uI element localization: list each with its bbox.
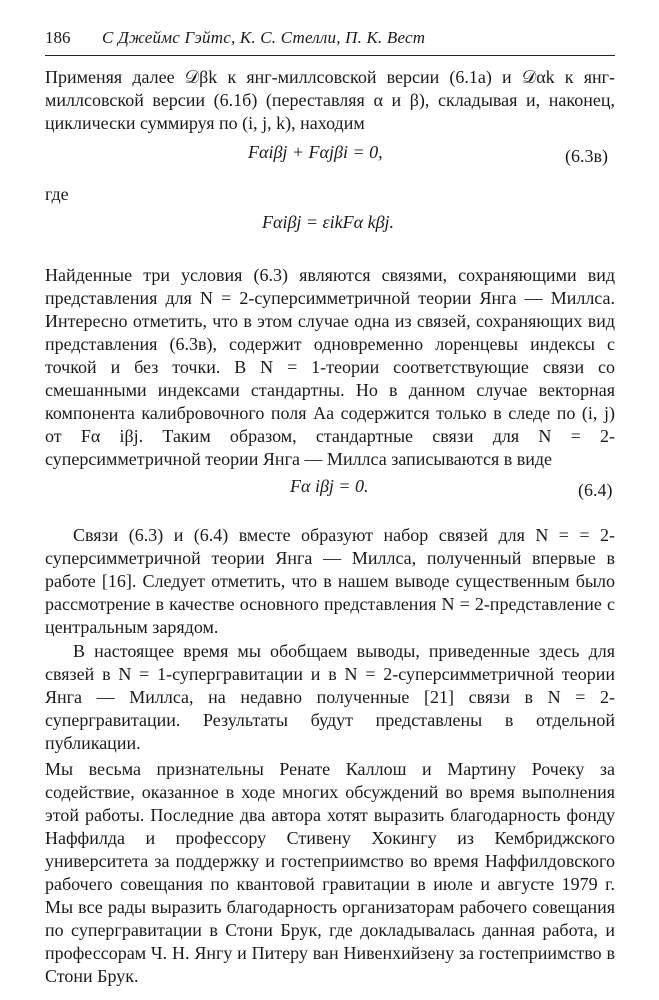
- equation-number-6-3v: (6.3в): [565, 146, 608, 166]
- equation-definition: Fαiβj = εikFα kβj.: [262, 212, 395, 232]
- where-label: где: [45, 184, 69, 204]
- running-head-authors: С Джеймс Гэйтс, К. С. Стелли, П. К. Вест: [102, 28, 426, 47]
- paragraph-generalization: В настоящее время мы обобщаем выводы, приведенные здесь для связей в N = 1-супергравитации и в N = 2-суперсимметричной теории Янга — Миллса, на недавно полученные [21] связи в N = 2-супергравитации. Результаты будут представлены в отдельной публикации.: [45, 641, 615, 753]
- acknowledgements: Мы весьма признательны Ренате Каллош и Мартину Рочеку за содействие, оказанное в ходе многих обсуждений во время выполнения этой работы. Последние два автора хотят выразить благодарность фонду Наффилда и профессору Стивену Хокингу из Кембриджского университета за поддержку и гостеприимство во время Наффилдовского рабочего совещания по квантовой гравитации в июле и августе 1979 г. Мы все рады выразить благодарность организаторам рабочего совещания по супергравитации в Стони Брук, где докладывалась данная работа, и профессорам Ч. Н. Янгу и Питеру ван Нивенхийзену за гостеприимство в Стони Брук.: [45, 759, 615, 986]
- paragraph-constraints-summary: Связи (6.3) и (6.4) вместе образуют набор связей для N = = 2-суперсимметричной теории Янга — Миллса, полученный впервые в работе [16]. Следует отметить, что в нашем выводе существенным было рассмотрение в качестве основного представления N = 2-представление с центральным зарядом.: [45, 525, 615, 637]
- equation-6-3v: Fαiβj + Fαjβi = 0,: [248, 142, 383, 162]
- equation-6-4: Fα iβj = 0.: [290, 476, 369, 496]
- header-rule: [45, 55, 615, 56]
- page-number: 186: [45, 28, 71, 47]
- paragraph-constraints: Найденные три условия (6.3) являются связями, сохраняющими вид представления для N = 2-суперсимметричной теории Янга — Миллса. Интересно отметить, что в этом случае одна из связей, сохраняющих вид представления (6.3в), содержит одновременно лоренцевы индексы с точкой и без точки. В N = 1-теории соответствующие связи со смешанными индексами стандартны. Но в данном случае векторная компонента калибровочного поля Aa содержится только в следе по (i, j) от Fα iβj. Таким образом, стандартные связи для N = 2-суперсимметричной теории Янга — Миллса записываются в виде: [45, 265, 615, 469]
- equation-number-6-4: (6.4): [578, 480, 613, 500]
- running-header: [45, 28, 615, 52]
- paragraph-derivation: Применяя далее 𝒟βk к янг-миллсовской версии (6.1а) и 𝒟αk к янг-миллсовской версии (6.1б) (переставляя α и β), складывая и, наконец, циклически суммируя по (i, j, k), находим: [45, 67, 615, 133]
